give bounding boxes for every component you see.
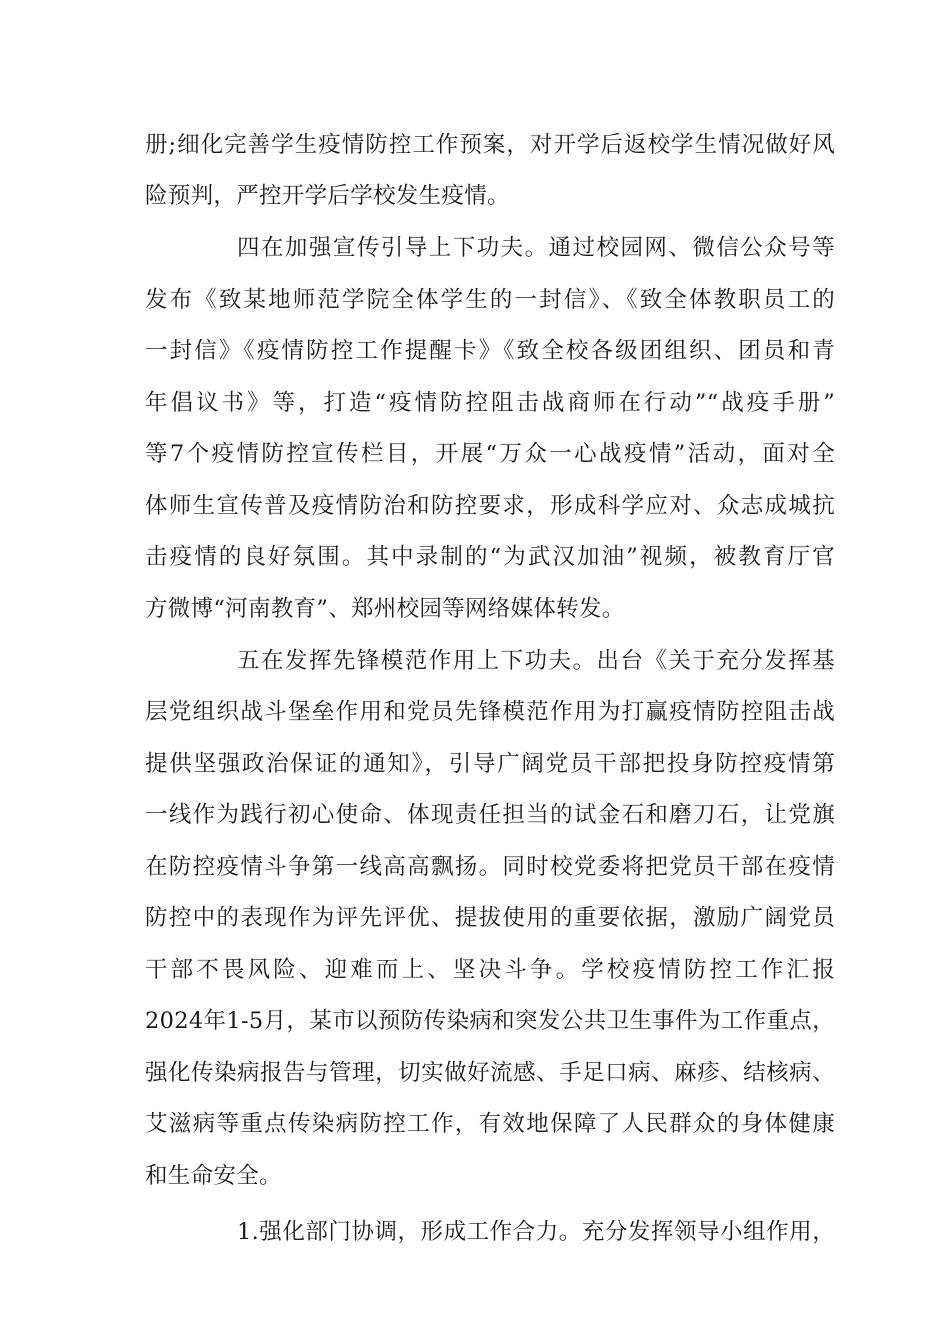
text-line: 2024年1-5月，某市以预防传染病和突发公共卫生事件为工作重点， xyxy=(145,1008,835,1034)
text-line: 在防控疫情斗争第一线高高飘扬。同时校党委将把党员干部在疫情 xyxy=(145,854,835,880)
paragraph-first-line: 四在加强宣传引导上下功夫。通过校园网、微信公众号等 xyxy=(237,235,835,261)
text-line: 防控中的表现作为评先评优、提拔使用的重要依据，激励广阔党员 xyxy=(145,905,835,931)
text-line: 击疫情的良好氛围。其中录制的“为武汉加油”视频，被教育厅官 xyxy=(145,544,835,570)
text-line: 艾滋病等重点传染病防控工作，有效地保障了人民群众的身体健康 xyxy=(145,1111,835,1137)
text-line: 体师生宣传普及疫情防治和防控要求，形成科学应对、众志成城抗 xyxy=(145,493,835,519)
text-line: 年倡议书》等，打造“疫情防控阻击战商师在行动”“战疫手册” xyxy=(145,390,835,416)
text-line: 等7个疫情防控宣传栏目，开展“万众一心战疫情”活动，面对全 xyxy=(145,441,835,467)
text-line: 一线作为践行初心使命、体现责任担当的试金石和磨刀石，让党旗 xyxy=(145,802,835,828)
text-line: 方微博“河南教育”、郑州校园等网络媒体转发。 xyxy=(145,596,625,622)
text-line: 册;细化完善学生疫情防控工作预案，对开学后返校学生情况做好风 xyxy=(145,132,835,158)
text-line: 层党组织战斗堡垒作用和党员先锋模范作用为打赢疫情防控阻击战 xyxy=(145,699,835,725)
paragraph-first-line: 五在发挥先锋模范作用上下功夫。出台《关于充分发挥基 xyxy=(237,648,835,674)
text-line: 一封信》《疫情防控工作提醒卡》《致全校各级团组织、团员和青 xyxy=(145,338,835,364)
text-line: 强化传染病报告与管理，切实做好流感、手足口病、麻疹、结核病、 xyxy=(145,1060,835,1086)
text-line: 发布《致某地师范学院全体学生的一封信》、《致全体教职员工的 xyxy=(145,287,835,313)
paragraph-first-line: 1.强化部门协调，形成工作合力。充分发挥领导小组作用， xyxy=(237,1219,835,1245)
text-line: 险预判，严控开学后学校发生疫情。 xyxy=(145,183,510,209)
text-line: 提供坚强政治保证的通知》，引导广阔党员干部把投身防控疫情第 xyxy=(145,751,835,777)
text-line: 干部不畏风险、迎难而上、坚决斗争。学校疫情防控工作汇报 xyxy=(145,957,835,983)
text-line: 和生命安全。 xyxy=(145,1163,282,1189)
